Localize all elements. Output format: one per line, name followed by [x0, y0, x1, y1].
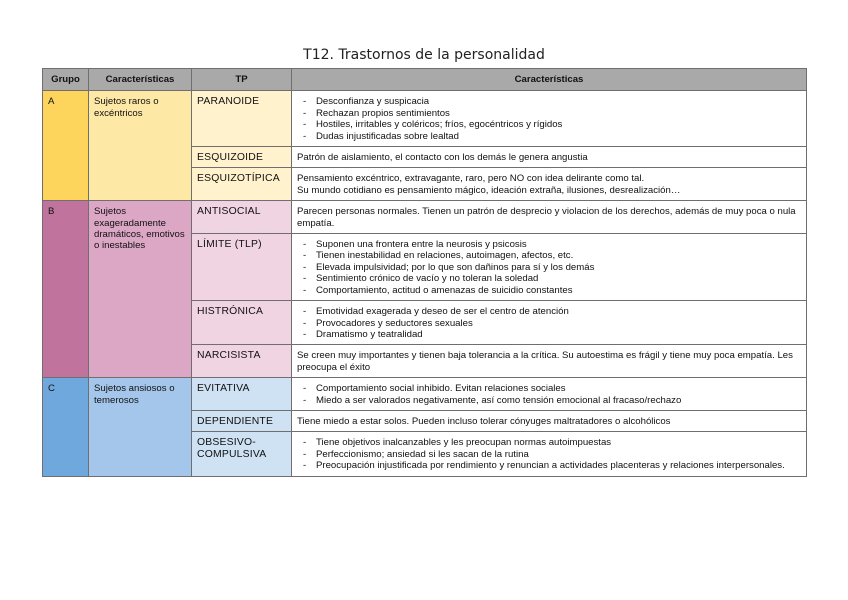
list-item: - Comportamiento, actitud o amenazas de suicidio constantes [303, 285, 801, 296]
tp-paranoide: PARANOIDE [192, 91, 292, 147]
tp-esquizoide: ESQUIZOIDE [192, 147, 292, 168]
desc-paranoide [292, 91, 807, 147]
table-row-antisocial [43, 201, 807, 234]
group-a-characteristics: Sujetos raros o excéntricos [89, 91, 192, 201]
desc-histrionica [292, 301, 807, 345]
tp-antisocial: ANTISOCIAL [192, 201, 292, 234]
list-item: - Tienen inestabilidad en relaciones, autoimagen, afectos, etc. [303, 250, 801, 261]
header-row [43, 69, 807, 91]
group-c-label: C [43, 378, 89, 476]
list-item: - Tiene objetivos inalcanzables y les preocupan normas autoimpuestas [303, 437, 801, 448]
list-item: - Dudas injustificadas sobre lealtad [303, 131, 801, 142]
list-item: - Emotividad exagerada y deseo de ser el centro de atención [303, 306, 801, 317]
group-b-characteristics: Sujetos exageradamente dramáticos, emotivos o inestables [89, 201, 192, 378]
header-tp-characteristics: Características [292, 69, 807, 91]
personality-disorders-table [42, 68, 807, 477]
group-c-characteristics: Sujetos ansiosos o temerosos [89, 378, 192, 476]
desc-narcisista: Se creen muy importantes y tienen baja tolerancia a la crítica. Su autoestima es frágil y tiene muy poca empatía. Les preocupa el éxito [292, 345, 807, 378]
list-item: - Elevada impulsividad; por lo que son dañinos para sí y los demás [303, 262, 801, 273]
tp-obsesivo: OBSESIVO-COMPULSIVA [192, 432, 292, 476]
list-item: - Provocadores y seductores sexuales [303, 318, 801, 329]
tp-narcisista: NARCISISTA [192, 345, 292, 378]
group-b-label: B [43, 201, 89, 378]
list-item: - Miedo a ser valorados negativamente, así como tensión emocional al fracaso/rechazo [303, 395, 801, 406]
desc-esquizoide: Patrón de aislamiento, el contacto con los demás le genera angustia [292, 147, 807, 168]
list-item: - Desconfianza y suspicacia [303, 96, 801, 107]
group-a-label: A [43, 91, 89, 201]
tp-dependiente: DEPENDIENTE [192, 410, 292, 431]
list-item: - Rechazan propios sentimientos [303, 108, 801, 119]
list-item: - Perfeccionismo; ansiedad si les sacan de la rutina [303, 449, 801, 460]
table-row-evitativa [43, 378, 807, 411]
list-item: - Hostiles, irritables y coléricos; fríos, egocéntricos y rígidos [303, 119, 801, 130]
header-tp: TP [192, 69, 292, 91]
table-row-paranoide [43, 91, 807, 147]
tp-esquizotipica: ESQUIZOTÍPICA [192, 168, 292, 201]
desc-antisocial: Parecen personas normales. Tienen un patrón de desprecio y violacion de los derechos, además de muy poca o nula empatía. [292, 201, 807, 234]
desc-evitativa [292, 378, 807, 411]
list-item: - Preocupación injustificada por rendimiento y renuncian a actividades placenteras y relaciones interpersonales. [303, 460, 801, 471]
list-item: - Comportamiento social inhibido. Evitan relaciones sociales [303, 383, 801, 394]
desc-line: Pensamiento excéntrico, extravagante, raro, pero NO con idea delirante como tal. [297, 173, 645, 185]
list-item: - Sentimiento crónico de vacío y no toleran la soledad [303, 273, 801, 284]
tp-limite: LÍMITE (TLP) [192, 234, 292, 301]
tp-evitativa: EVITATIVA [192, 378, 292, 411]
list-item: - Dramatismo y teatralidad [303, 329, 801, 340]
header-group-characteristics: Características [89, 69, 192, 91]
desc-obsesivo [292, 432, 807, 476]
page-title: T12. Trastornos de la personalidad [303, 47, 545, 63]
desc-limite [292, 234, 807, 301]
desc-line: Su mundo cotidiano es pensamiento mágico, ideación extraña, ilusiones, desrealización… [297, 184, 681, 196]
header-grupo: Grupo [43, 69, 89, 91]
tp-histrionica: HISTRÓNICA [192, 301, 292, 345]
desc-esquizotipica [292, 168, 807, 201]
desc-dependiente: Tiene miedo a estar solos. Pueden incluso tolerar cónyuges maltratadores o alcohólicos [292, 410, 807, 431]
list-item: - Suponen una frontera entre la neurosis y psicosis [303, 239, 801, 250]
